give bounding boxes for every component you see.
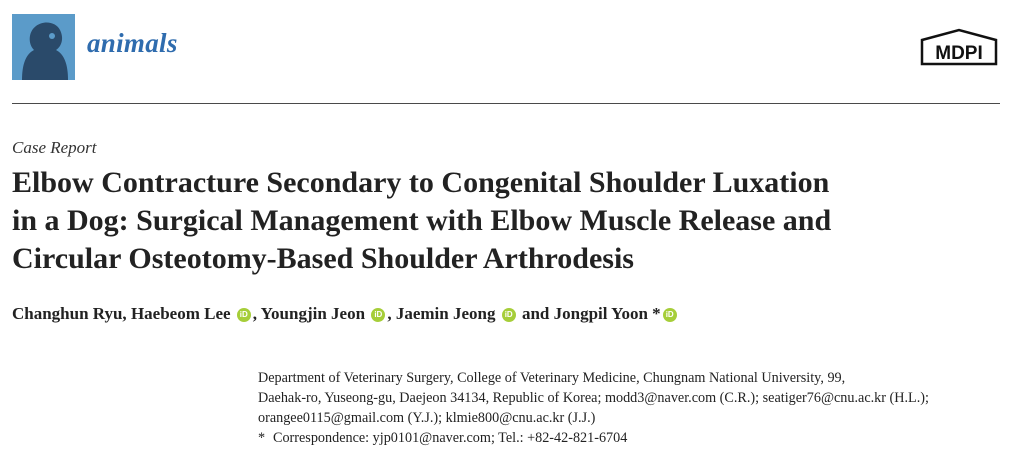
journal-logo — [12, 14, 75, 80]
orcid-icon[interactable]: iD — [502, 308, 516, 322]
title-line: in a Dog: Surgical Management with Elbow Muscle Release and — [12, 204, 832, 237]
author-name: and Jongpil Yoon * — [517, 304, 661, 323]
orcid-icon[interactable]: iD — [371, 308, 385, 322]
affiliation-line: Department of Veterinary Surgery, College of Veterinary Medicine, Chungnam National University, 99, — [258, 370, 846, 386]
journal-name: animals — [87, 28, 178, 58]
affiliation-line: orangee0115@gmail.com (Y.J.); klmie800@cnu.ac.kr (J.J.) — [258, 410, 596, 426]
author-name: Changhun Ryu, — [12, 304, 127, 323]
author-name: Haebeom Lee — [130, 304, 231, 323]
publisher-name: MDPI — [935, 43, 983, 64]
article-type: Case Report — [12, 138, 97, 157]
affiliation-block — [258, 368, 1018, 448]
correspondence-text: Correspondence: yjp0101@naver.com; Tel.: +82-42-821-6704 — [273, 430, 628, 446]
correspondence-mark: * — [258, 430, 266, 446]
title-line: Elbow Contracture Secondary to Congenital Shoulder Luxation — [12, 166, 830, 199]
orcid-icon[interactable]: iD — [237, 308, 251, 322]
author-name: , Jaemin Jeong — [387, 304, 496, 323]
monkey-icon — [12, 14, 75, 80]
header-divider — [12, 103, 1000, 104]
author-name: , Youngjin Jeon — [252, 304, 366, 323]
orcid-icon[interactable]: iD — [663, 308, 677, 322]
article-title — [12, 164, 1012, 278]
correspondence-line — [258, 428, 1018, 448]
title-line: Circular Osteotomy-Based Shoulder Arthrodesis — [12, 242, 634, 275]
affiliation-line: Daehak-ro, Yuseong-gu, Daejeon 34134, Republic of Korea; modd3@naver.com (C.R.); seatiger76@cnu.ac.kr (H.L.); — [258, 390, 929, 406]
author-list — [12, 304, 679, 324]
mdpi-logo — [918, 28, 1000, 73]
